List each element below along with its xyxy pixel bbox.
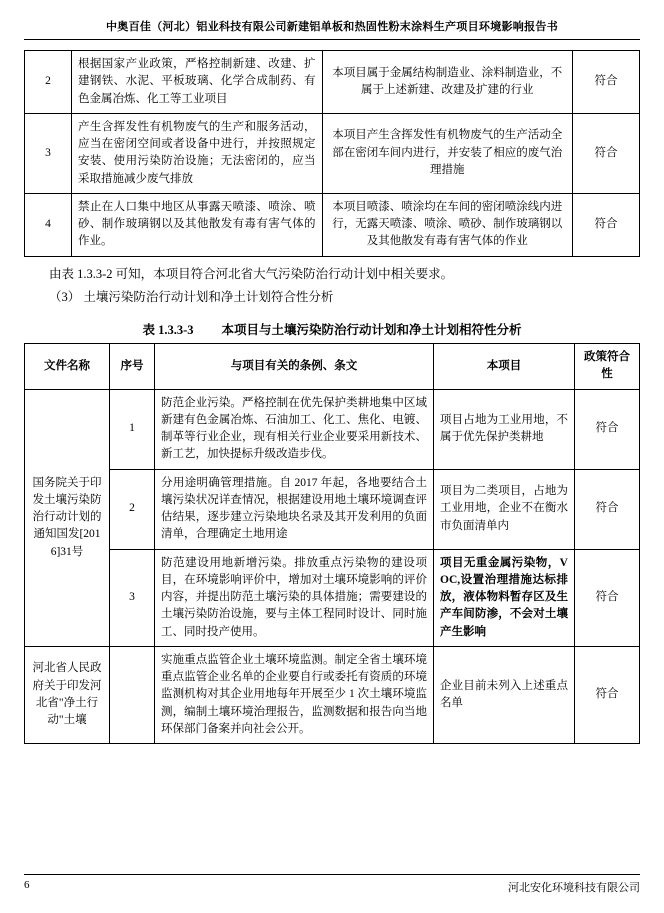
row-seq: 2 [110, 469, 155, 549]
soil-table-caption [24, 320, 640, 338]
air-policy-table [24, 50, 640, 257]
footer-divider [24, 874, 640, 875]
row-project: 项目无重金属污染物，VOC,设置治理措施达标排放，液体物料暂存区及生产车间防渗，不会对土壤产生影响 [434, 549, 575, 646]
row-clause: 分用途明确管理措施。自 2017 年起，各地要结合土壤污染状况详查情况，根据建设用地土壤环境调查评估结果，逐步建立污染地块名录及其开发利用的负面清单，合理确定土地用途 [155, 469, 434, 549]
table-row [25, 193, 640, 256]
page-content [0, 50, 664, 744]
row-project: 本项目喷漆、喷涂均在车间的密闭喷涂线内进行，无露天喷漆、喷涂、喷砂、制作玻璃钢以及其他散发有毒有害气体的作业 [322, 193, 573, 256]
header-divider [24, 39, 640, 40]
row-compliance: 符合 [575, 469, 640, 549]
row-project: 本项目产生含挥发性有机物废气的生产活动全部在密闭车间内进行，并安装了相应的废气治理措施 [322, 113, 573, 193]
table-row [25, 469, 640, 549]
row-compliance: 符合 [573, 51, 640, 114]
row-project: 企业目前未列入上述重点名单 [434, 646, 575, 743]
column-header-doc: 文件名称 [25, 344, 110, 390]
header-title: 中奥百佳（河北）铝业科技有限公司新建铝单板和热固性粉末涂料生产项目环境影响报告书 [106, 21, 558, 33]
table-row [25, 646, 640, 743]
row-seq: 2 [25, 51, 72, 114]
table-header-row [25, 344, 640, 390]
row-clause: 防范企业污染。严格控制在优先保护类耕地集中区域新建有色金属冶炼、石油加工、化工、焦化、电镀、制革等行业企业，现有相关行业企业要采用新技术、新工艺，加快提标升级改造步伐。 [155, 389, 434, 469]
row-doc-name: 国务院关于印发土壤污染防治行动计划的通知国发[2016]31号 [25, 389, 110, 646]
column-header-clause: 与项目有关的条例、条文 [155, 344, 434, 390]
row-seq: 3 [25, 113, 72, 193]
row-compliance: 符合 [575, 389, 640, 469]
column-header-compliance: 政策符合性 [575, 344, 640, 390]
page-header [0, 0, 664, 39]
footer-company: 河北安化环境科技有限公司 [508, 882, 640, 894]
row-seq [110, 646, 155, 743]
soil-policy-table [24, 343, 640, 744]
column-header-project: 本项目 [434, 344, 575, 390]
table-row [25, 549, 640, 646]
row-clause: 禁止在人口集中地区从事露天喷漆、喷涂、喷砂、制作玻璃钢以及其他散发有毒有害气体的作业。 [72, 193, 323, 256]
row-clause: 防范建设用地新增污染。排放重点污染物的建设项目，在环境影响评价中，增加对土壤环境影响的评价内容，并提出防范土壤污染的具体措施；需要建设的土壤污染防治设施，要与主体工程同时设计、同时施工、同时投产使用。 [155, 549, 434, 646]
row-project: 本项目属于金属结构制造业、涂料制造业，不属于上述新建、改建及扩建的行业 [322, 51, 573, 114]
row-seq: 3 [110, 549, 155, 646]
row-seq: 1 [110, 389, 155, 469]
row-project: 项目占地为工业用地，不属于优先保护类耕地 [434, 389, 575, 469]
row-project: 项目为二类项目，占地为工业用地，企业不在衡水市负面清单内 [434, 469, 575, 549]
row-doc-name: 河北省人民政府关于印发河北省"净土行动"土壤 [25, 646, 110, 743]
page-footer [0, 874, 664, 895]
paragraph-air-conclusion: 由表 1.3.3-2 可知，本项目符合河北省大气污染防治行动计划中相关要求。 [49, 266, 454, 281]
row-clause: 产生含挥发性有机物废气的生产和服务活动，应当在密闭空间或者设备中进行，并按照规定安装、使用污染防治设施；无法密闭的，应当采取措施减少废气排放 [72, 113, 323, 193]
table-row [25, 113, 640, 193]
page-number: 6 [24, 879, 30, 891]
row-compliance: 符合 [573, 193, 640, 256]
row-compliance: 符合 [575, 646, 640, 743]
table-row [25, 51, 640, 114]
row-clause: 实施重点监管企业土壤环境监测。制定全省土壤环境重点监管企业名单的企业要自行或委托有资质的环境监测机构对其企业用地每年开展至少 1 次土壤环境监测，编制土壤环境治理报告，监测数据和报告向当地环保部门备案并向社会公开。 [155, 646, 434, 743]
caption-number: 表 1.3.3-3 [142, 323, 194, 337]
caption-text: 本项目与土壤污染防治行动计划和净土计划相符性分析 [221, 323, 522, 337]
table-row [25, 389, 640, 469]
row-compliance: 符合 [575, 549, 640, 646]
paragraph-soil-heading: （3） 土壤污染防治行动计划和净土计划符合性分析 [49, 290, 334, 305]
row-clause: 根据国家产业政策，严格控制新建、改建、扩建钢铁、水泥、平板玻璃、化学合成制药、有色金属冶炼、化工等工业项目 [72, 51, 323, 114]
column-header-seq: 序号 [110, 344, 155, 390]
row-compliance: 符合 [573, 113, 640, 193]
row-seq: 4 [25, 193, 72, 256]
